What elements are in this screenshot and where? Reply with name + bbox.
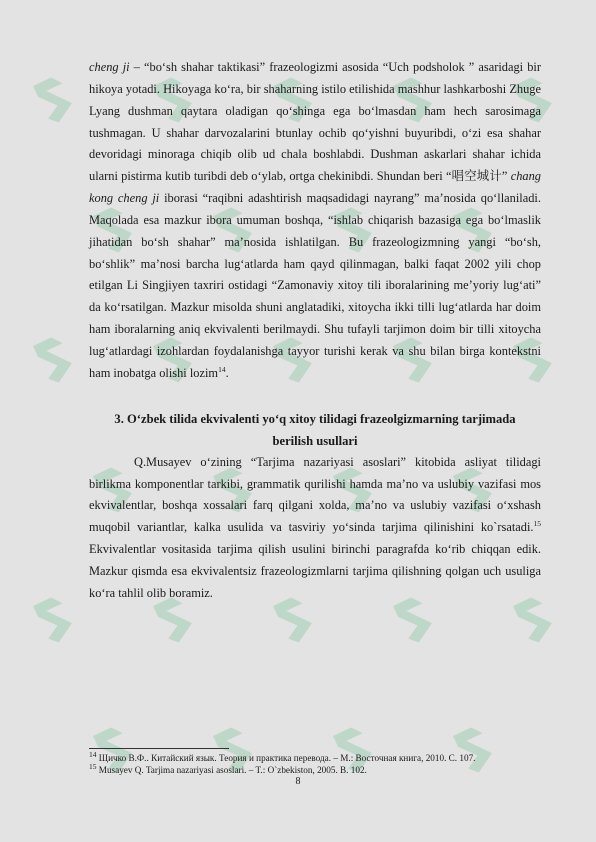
body-text [89, 57, 541, 605]
section-heading-line-2: berilish usullari [272, 433, 358, 448]
footnote-ref-15[interactable]: 15 [533, 519, 541, 529]
footnote-15 [89, 761, 549, 777]
section-heading-line-1: 3. O‘zbek tilida ekvivalenti yo‘q xitoy tilidagi frazeolgizmarning tarjimada [114, 411, 516, 426]
watermark-glyph [33, 594, 77, 646]
paragraph-2 [89, 452, 541, 605]
footnote-number: 15 [89, 761, 97, 771]
footnote-text: Musayev Q. Tarjima nazariyasi asoslari. – T.: O`zbekiston, 2005. B. 102. [96, 764, 367, 775]
paragraph-1-text-b: iborasi “raqibni adashtirish maqsadidagi nayrang” ma’nosida qo‘llaniladi. Maqolada esa mazkur ibora umuman boshqa, “ishlab chiqarish bazasiga ega bo‘lmaslik jihatidan bo‘sh shahar” ma’nosida ishlatilgan. Bu frazeologizmning yangi “bo‘sh, bo‘shlik” ma’nosi barcha lug‘atlarda ham qayd qilinmagan, balki faqat 2002 yili chop etilgan Li Singjiyen taxriri ostidagi “Zamonaviy xitoy tili iboralarining me’yoriy lug‘ati” da ko‘rsatilgan. Mazkur misolda shuni anglatadiki, xitoycha ikki tilli lug‘atlarda har doim ham iboralarning aniq ekvivalenti berilmaydi. Shu tufayli tarjimon doim bir tilli xitoycha lug‘atlardagi izohlardan foydalanishga tayyor turishi kerak va shu bilan birga kontekstni ham inobatga olishi lozim [89, 191, 541, 380]
footnote-text: Щичко В.Ф.. Китайский язык. Теория и практика перевода. – М.: Восточная книга, 2010. С. 107. [96, 753, 476, 763]
watermark-glyph [33, 334, 77, 386]
footnote-number: 14 [89, 749, 97, 759]
page-number: 8 [295, 776, 301, 787]
paragraph-1-text-a: – “bo‘sh shahar taktikasi” frazeologizmi asosida “Uch podsholok ” asaridagi bir hikoya yotadi. Hikoyaga ko‘ra, bir shaharning istilo etilishida mashhur lashkarboshi Zhuge Lyang dushman qaytara oladigan qo‘shinga ega bo‘lmasdan ham hech sarosimaga tushmagan. U shahar darvozalarini btunlay ochib qo‘yishni buyuribdi, o‘zi esa shahar devoridagi minoraga chiqib olib ud chala boshlabdi. Dushman askarlari shahar ichida ularni pistirma kutib turibdi deb o‘ylab, ortga chekinibdi. Shundan beri “唱空城计” [89, 60, 541, 184]
pinyin-term-2: chang kong cheng ji [89, 169, 541, 206]
footnote-14 [89, 749, 549, 765]
pinyin-term: cheng ji [89, 60, 130, 74]
footnote-ref-14[interactable]: 14 [218, 364, 226, 374]
footnote-separator [89, 748, 229, 749]
paragraph-1 [89, 57, 541, 385]
paragraph-2-text-a: Q.Musayev o‘zining “Tarjima nazariyasi asoslari” kitobida asliyat tilidagi birlikma komponentlar tarkibi, grammatik qurilishi hamda ma’no va uslubiy vazifasi mos ekvivalentlar, boshqa xossalari farq qilgani xolda, ma’no va uslubiy vazifasi o‘xshash muqobil variantlar, kalka usulida va tasviriy yo‘sinda tarjima qilinishini ko`rsatadi. [89, 454, 541, 535]
watermark-glyph [33, 74, 77, 126]
paragraph-1-end: . [225, 365, 229, 380]
section-heading [89, 408, 541, 452]
paragraph-2-text-b: Ekvivalentlar vositasida tarjima qilish usulini birinchi paragrafda ko‘rib chiqqan edik. Mazkur qismda esa ekvivalentsiz frazeologizmlarni tarjima qilishning qolgan uch usuliga ko‘ra tahlil olib boramiz. [89, 542, 541, 600]
footnotes [89, 749, 549, 776]
